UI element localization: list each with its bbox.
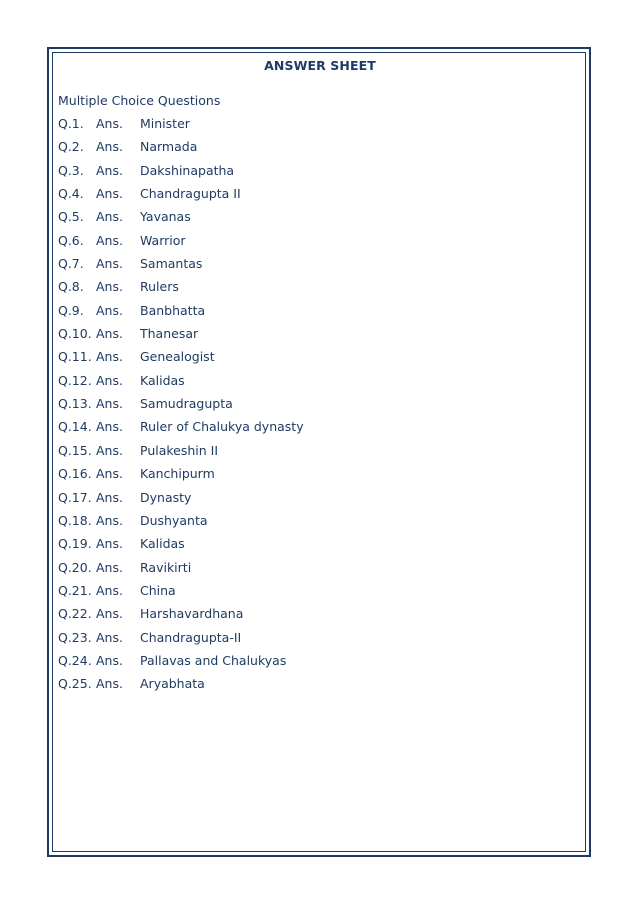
question-number: Q.1. (58, 116, 84, 131)
answer-label: Ans. (96, 652, 123, 668)
section-heading: Multiple Choice Questions (58, 93, 221, 108)
answer-value: Rulers (140, 279, 179, 295)
page-border (47, 47, 591, 857)
question-number: Q.9. (58, 302, 84, 318)
question-number: Q.17. (58, 489, 92, 505)
answer-value: Yavanas (140, 209, 191, 225)
answer-label: Ans. (96, 419, 123, 435)
question-number: Q.2. (58, 139, 84, 155)
question-number: Q.21. (58, 582, 92, 598)
answer-value: Chandragupta-II (140, 629, 242, 645)
sheet-title: ANSWER SHEET (264, 58, 376, 73)
question-number: Q.8. (58, 279, 84, 295)
question-number: Q.15. (58, 442, 92, 458)
answer-value: Chandragupta II (140, 186, 241, 202)
answer-label: Ans. (96, 396, 123, 412)
answer-value: Dakshinapatha (140, 162, 235, 178)
question-number: Q.6. (58, 232, 84, 248)
question-number: Q.20. (58, 559, 92, 575)
answer-label: Ans. (96, 186, 123, 202)
answer-value: Samudragupta (140, 396, 233, 412)
answer-label: Ans. (96, 302, 123, 318)
answer-value: Kanchipurm (140, 466, 215, 482)
answer-label: Ans. (96, 232, 123, 248)
answer-label: Ans. (96, 442, 123, 458)
question-number: Q.16. (58, 466, 92, 482)
answer-value: Dynasty (140, 489, 192, 505)
question-number: Q.7. (58, 256, 84, 272)
answer-value: Pallavas and Chalukyas (140, 652, 287, 668)
answer-label: Ans. (96, 279, 123, 295)
answer-value: Minister (140, 116, 190, 131)
answer-label: Ans. (96, 582, 123, 598)
answer-label: Ans. (96, 559, 123, 575)
answer-label: Ans. (96, 466, 123, 482)
answer-value: Pulakeshin II (140, 442, 219, 458)
answer-label: Ans. (96, 676, 123, 692)
question-number: Q.10. (58, 326, 92, 342)
page-border-inner (52, 52, 586, 852)
question-number: Q.5. (58, 209, 84, 225)
answer-value: Genealogist (140, 349, 215, 365)
answer-label: Ans. (96, 489, 123, 505)
answer-value: Ravikirti (140, 559, 192, 575)
question-number: Q.13. (58, 396, 92, 412)
question-number: Q.3. (58, 162, 84, 178)
answer-value: Narmada (140, 139, 198, 155)
answer-value: Thanesar (140, 326, 199, 342)
answer-label: Ans. (96, 209, 123, 225)
question-number: Q.23. (58, 629, 92, 645)
answer-value: Kalidas (140, 536, 185, 552)
answer-label: Ans. (96, 629, 123, 645)
answer-label: Ans. (96, 606, 123, 622)
answer-label: Ans. (96, 536, 123, 552)
question-number: Q.25. (58, 676, 92, 692)
answer-label: Ans. (96, 372, 123, 388)
question-number: Q.4. (58, 186, 84, 202)
question-number: Q.12. (58, 372, 92, 388)
answer-value: Warrior (140, 232, 186, 248)
answer-value: Ruler of Chalukya dynasty (140, 419, 304, 435)
question-number: Q.19. (58, 536, 92, 552)
question-number: Q.14. (58, 419, 92, 435)
answer-label: Ans. (96, 326, 123, 342)
answer-value: Banbhatta (140, 302, 206, 318)
answer-label: Ans. (96, 512, 123, 528)
answer-label: Ans. (96, 162, 123, 178)
question-number: Q.18. (58, 512, 92, 528)
answer-value: Dushyanta (140, 512, 208, 528)
answer-label: Ans. (96, 256, 123, 272)
answer-label: Ans. (96, 139, 123, 155)
answer-value: Aryabhata (140, 676, 205, 692)
question-number: Q.11. (58, 349, 92, 365)
question-number: Q.22. (58, 606, 92, 622)
answer-value: Kalidas (140, 372, 185, 388)
answer-label: Ans. (96, 116, 123, 131)
answer-value: Samantas (140, 256, 203, 272)
answer-label: Ans. (96, 349, 123, 365)
answer-value: China (140, 582, 176, 598)
answer-value: Harshavardhana (140, 606, 244, 622)
question-number: Q.24. (58, 652, 92, 668)
